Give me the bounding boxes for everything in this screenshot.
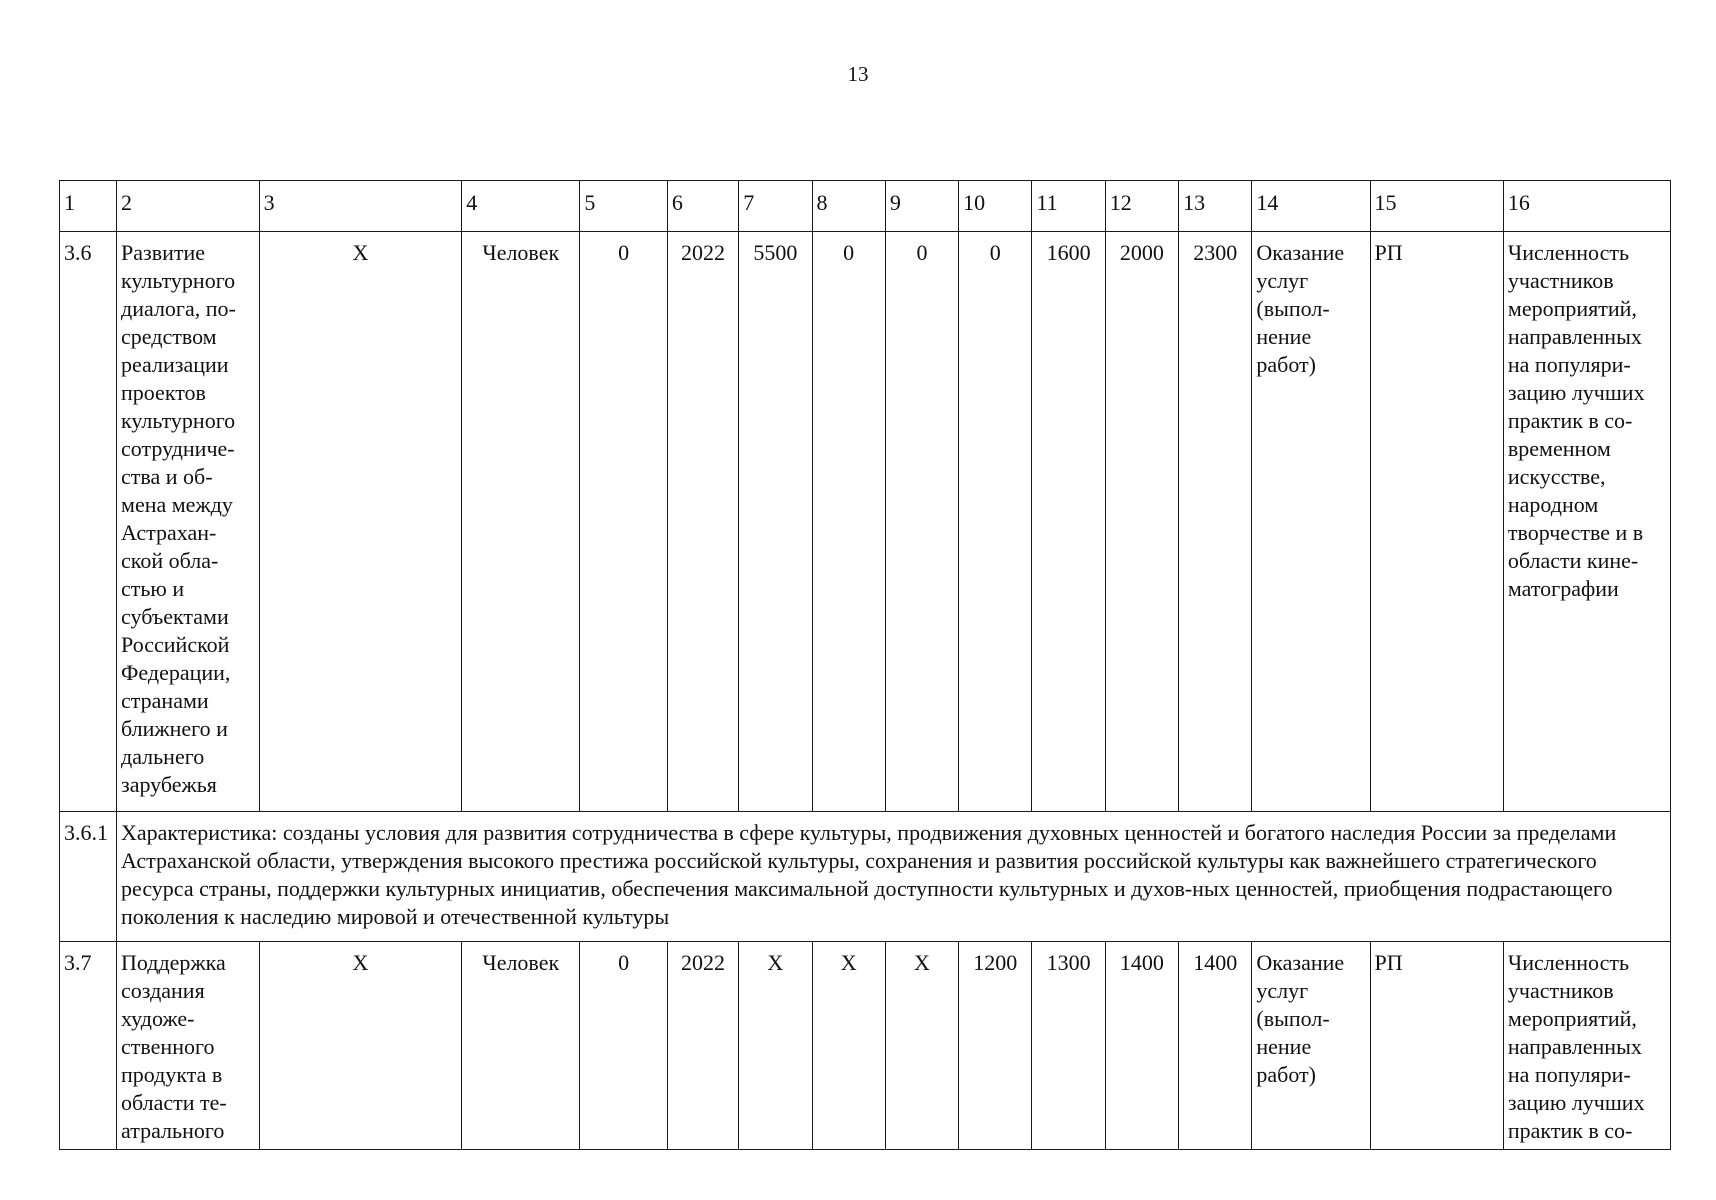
header-cell: 2 — [117, 181, 260, 232]
header-cell: 3 — [259, 181, 462, 232]
cell-col-5: 0 — [580, 942, 668, 1150]
cell-col-16: Численность участников мероприятий, направленных на популяри- зацию лучших практик в со- — [1503, 942, 1670, 1150]
table-row-3-7 — [60, 942, 1671, 1150]
cell-col-8: Х — [812, 942, 885, 1150]
unit-cell: Человек — [462, 942, 580, 1150]
cell-col-11: 1300 — [1032, 942, 1105, 1150]
row-number: 3.6 — [60, 232, 117, 812]
page-number: 13 — [847, 62, 869, 86]
cell-col-6: 2022 — [667, 232, 738, 812]
characteristic-text: Характеристика: созданы условия для развития сотрудничества в сфере культуры, продвижения духовных ценностей и богатого наследия России за пределами Астраханской области, утверждения высокого престижа российской культуры, сохранения и развития российской культуры как важнейшего стратегического ресурса страны, поддержки культурных инициатив, обеспечения максимальной доступности культурных и духов-ных ценностей, приобщения подрастающего поколения к наследию мировой и отечественной культуры — [117, 812, 1671, 942]
cell-col-3: Х — [259, 942, 462, 1150]
header-cell: 6 — [667, 181, 738, 232]
header-cell: 16 — [1503, 181, 1670, 232]
header-cell: 4 — [462, 181, 580, 232]
cell-col-7: 5500 — [739, 232, 812, 812]
header-cell: 5 — [580, 181, 668, 232]
row-number: 3.6.1 — [60, 812, 117, 942]
header-cell: 8 — [812, 181, 885, 232]
indicator-name: Развитие культурного диалога, по- средством реализации проектов культурного сотрудниче- ства и об- мена между Астрахан- ской обла- стью и субъектами Российской Федерации, странами ближнего и дальнего зарубежья — [117, 232, 260, 812]
cell-col-8: 0 — [812, 232, 885, 812]
header-cell: 1 — [60, 181, 117, 232]
cell-col-9: 0 — [885, 232, 958, 812]
header-cell: 9 — [885, 181, 958, 232]
header-cell: 12 — [1105, 181, 1178, 232]
cell-col-5: 0 — [580, 232, 668, 812]
cell-col-14: Оказание услуг (выпол- нение работ) — [1252, 232, 1370, 812]
header-cell: 11 — [1032, 181, 1105, 232]
cell-col-15: РП — [1370, 232, 1503, 812]
cell-col-13: 1400 — [1179, 942, 1252, 1150]
cell-col-12: 1400 — [1105, 942, 1178, 1150]
cell-col-3: Х — [259, 232, 462, 812]
cell-col-12: 2000 — [1105, 232, 1178, 812]
cell-col-15: РП — [1370, 942, 1503, 1150]
cell-col-9: Х — [885, 942, 958, 1150]
row-number: 3.7 — [60, 942, 117, 1150]
cell-col-14: Оказание услуг (выпол- нение работ) — [1252, 942, 1370, 1150]
table-header-row — [60, 181, 1671, 232]
cell-col-6: 2022 — [667, 942, 738, 1150]
unit-cell: Человек — [462, 232, 580, 812]
cell-col-10: 1200 — [959, 942, 1032, 1150]
indicators-table — [59, 180, 1671, 1150]
indicator-name: Поддержка создания художе- ственного продукта в области те- атрального — [117, 942, 260, 1150]
header-cell: 10 — [959, 181, 1032, 232]
table-row-3-6-1 — [60, 812, 1671, 942]
cell-col-13: 2300 — [1179, 232, 1252, 812]
header-cell: 14 — [1252, 181, 1370, 232]
cell-col-10: 0 — [959, 232, 1032, 812]
table-row-3-6 — [60, 232, 1671, 812]
cell-col-11: 1600 — [1032, 232, 1105, 812]
header-cell: 15 — [1370, 181, 1503, 232]
cell-col-7: Х — [739, 942, 812, 1150]
header-cell: 13 — [1179, 181, 1252, 232]
cell-col-16: Численность участников мероприятий, направленных на популяри- зацию лучших практик в со- временном искусстве, народном творчестве и в области кине- матографии — [1503, 232, 1670, 812]
header-cell: 7 — [739, 181, 812, 232]
